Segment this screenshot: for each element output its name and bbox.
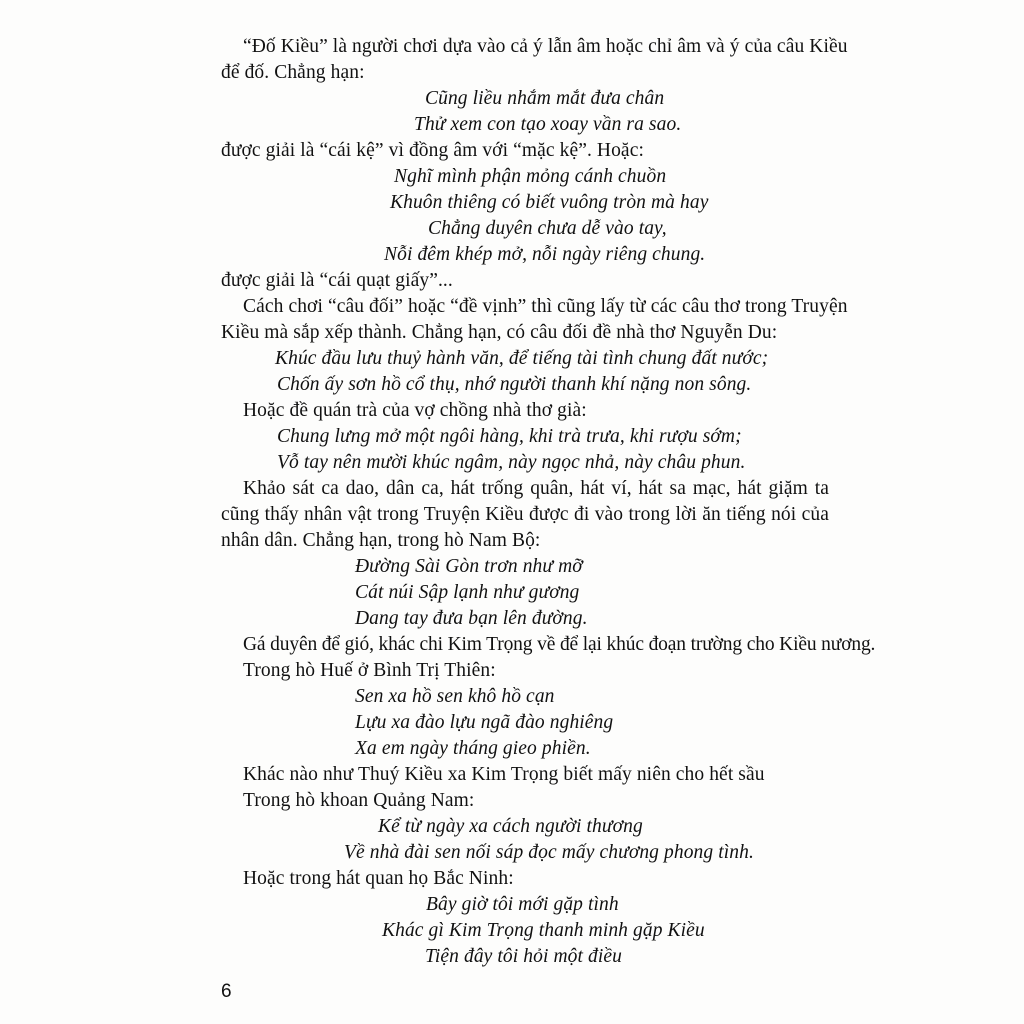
verse-line-6: Nỗi đêm khép mở, nỗi ngày riêng chung.	[384, 244, 706, 265]
text-line-9: cũng thấy nhân vật trong Truyện Kiều được đi vào trong lời ăn tiếng nói của	[221, 504, 829, 525]
text-line-15: Hoặc trong hát quan họ Bắc Ninh:	[243, 868, 514, 889]
verse-line-2: Thử xem con tạo xoay vần ra sao.	[414, 114, 682, 135]
verse-line-18: Về nhà đài sen nối sáp đọc mấy chương phong tình.	[344, 842, 754, 863]
verse-line-1: Cũng liều nhắm mắt đưa chân	[425, 88, 665, 109]
verse-line-16: Xa em ngày tháng gieo phiền.	[355, 738, 591, 759]
verse-line-21: Tiện đây tôi hỏi một điều	[425, 946, 622, 967]
verse-line-20: Khác gì Kim Trọng thanh minh gặp Kiều	[382, 920, 705, 941]
verse-line-17: Kể từ ngày xa cách người thương	[378, 816, 643, 837]
verse-line-9: Chung lưng mở một ngôi hàng, khi trà trưa, khi rượu sớm;	[277, 426, 742, 447]
text-line-8: Khảo sát ca dao, dân ca, hát trống quân, hát ví, hát sa mạc, hát giặm ta	[243, 478, 829, 499]
verse-line-12: Cát núi Sập lạnh như gương	[355, 582, 580, 603]
text-line-1: “Đố Kiều” là người chơi dựa vào cả ý lẫn âm hoặc chỉ âm và ý của câu Kiều	[243, 36, 848, 57]
page-number: 6	[221, 981, 232, 1002]
text-line-4: được giải là “cái quạt giấy”...	[221, 270, 453, 291]
text-line-3: được giải là “cái kệ” vì đồng âm với “mặc kệ”. Hoặc:	[221, 140, 644, 161]
verse-line-3: Nghĩ mình phận mỏng cánh chuồn	[394, 166, 667, 187]
text-line-11: Gá duyên để gió, khác chi Kim Trọng về để lại khúc đoạn trường cho Kiều nương.	[243, 634, 876, 655]
verse-line-4: Khuôn thiêng có biết vuông tròn mà hay	[390, 192, 709, 213]
verse-line-5: Chẳng duyên chưa dễ vào tay,	[428, 218, 667, 239]
verse-line-19: Bây giờ tôi mới gặp tình	[426, 894, 619, 915]
text-line-6: Kiều mà sắp xếp thành. Chẳng hạn, có câu đối đề nhà thơ Nguyễn Du:	[221, 322, 778, 343]
text-line-2: để đố. Chẳng hạn:	[221, 62, 365, 83]
verse-line-11: Đường Sài Gòn trơn như mỡ	[355, 556, 583, 577]
text-line-7: Hoặc đề quán trà của vợ chồng nhà thơ già:	[243, 400, 587, 421]
verse-line-14: Sen xa hồ sen khô hồ cạn	[355, 686, 555, 707]
text-line-12: Trong hò Huế ở Bình Trị Thiên:	[243, 660, 496, 681]
text-line-14: Trong hò khoan Quảng Nam:	[243, 790, 475, 811]
verse-line-7: Khúc đầu lưu thuỷ hành văn, để tiếng tài tình chung đất nước;	[275, 348, 769, 369]
verse-line-15: Lựu xa đào lựu ngã đào nghiêng	[355, 712, 614, 733]
text-line-10: nhân dân. Chẳng hạn, trong hò Nam Bộ:	[221, 530, 541, 551]
verse-line-10: Vỗ tay nên mười khúc ngâm, này ngọc nhả, này châu phun.	[277, 452, 746, 473]
text-line-5: Cách chơi “câu đối” hoặc “đề vịnh” thì cũng lấy từ các câu thơ trong Truyện	[243, 296, 848, 317]
text-line-13: Khác nào như Thuý Kiều xa Kim Trọng biết mấy niên cho hết sầu	[243, 764, 765, 785]
verse-line-8: Chốn ấy sơn hồ cổ thụ, nhớ người thanh khí nặng non sông.	[277, 374, 752, 395]
verse-line-13: Dang tay đưa bạn lên đường.	[355, 608, 588, 629]
